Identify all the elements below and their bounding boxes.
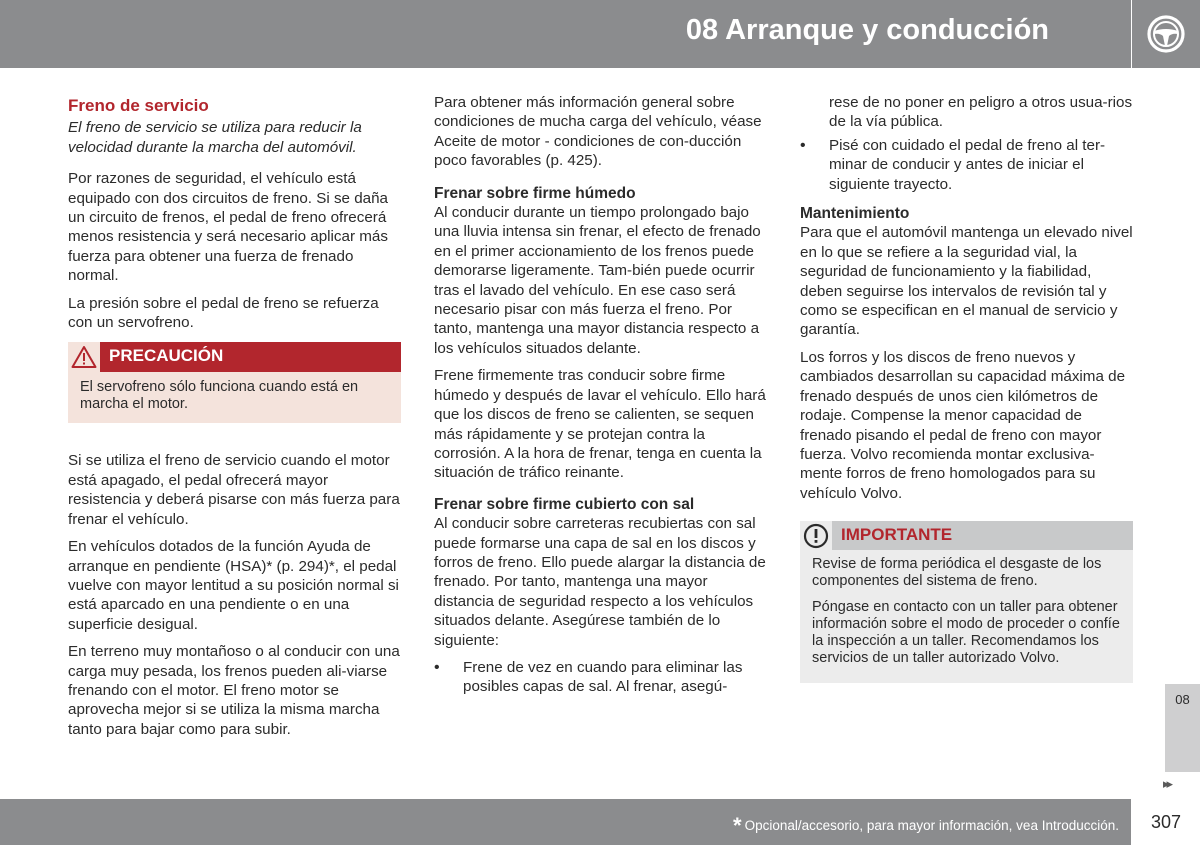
column-left	[68, 93, 401, 747]
footnote-star: *	[733, 813, 742, 838]
bullet-list	[800, 93, 1133, 132]
paragraph: Frene firmemente tras conducir sobre firme húmedo y después de lavar el vehículo. Ello hará que los discos de freno se calienten, se sequen más rápidamente y se protejan contra la corrosión. A la hora de frenar, tenga en cuenta la situación de tráfico reinante.	[434, 367, 766, 482]
important-body	[800, 550, 1133, 683]
header-bar	[0, 0, 1131, 68]
bullet-list	[434, 658, 767, 697]
exclamation-circle-icon	[800, 521, 832, 550]
paragraph: En terreno muy montañoso o al conducir con una carga muy pesada, los frenos pueden ali-viarse frenando con el motor. El freno motor se aprovecha mejor si se utiliza la misma marcha tanto para bajar como para subir.	[68, 643, 400, 738]
footer-note	[733, 813, 1119, 839]
chapter-tab-label: 08	[1175, 692, 1190, 707]
important-text: Póngase en contacto con un taller para obtener información sobre el modo de proceder o confíe la inspección a un taller. Recomendamos los servicios de un taller autorizado Volvo.	[812, 598, 1120, 667]
subsection-title: Frenar sobre firme húmedo	[434, 184, 636, 202]
section-title: Freno de servicio	[68, 96, 209, 115]
paragraph: Al conducir durante un tiempo prolongado bajo una lluvia intensa sin frenar, el efecto de frenado en el primer accionamiento de los frenos puede demorarse ligeramente. Tam-bién puede ocurrir tras el lavado del vehículo. En ese caso será necesario pisar con más fuerza el freno. Por tanto, mantenga una mayor distancia respecto a los vehículos situados delante.	[434, 204, 761, 357]
important-label: IMPORTANTE	[841, 525, 953, 545]
important-text: Revise de forma periódica el desgaste de los componentes del sistema de freno.	[812, 556, 1102, 590]
caution-text: El servofreno sólo funciona cuando está en marcha el motor.	[80, 379, 359, 413]
footer-note-text: Opcional/accesorio, para mayor información, vea Introducción.	[744, 818, 1119, 833]
list-item: • Frene de vez en cuando para eliminar las posibles capas de sal. Al frenar, asegú-	[434, 658, 767, 697]
important-box	[800, 521, 1133, 683]
section-intro: El freno de servicio se utiliza para reducir la velocidad durante la marcha del automóvil.	[68, 119, 362, 156]
subsection-title: Mantenimiento	[800, 205, 910, 223]
bullet-list	[800, 136, 1133, 194]
double-chevron-right-icon[interactable]: ▸▸	[1163, 776, 1171, 791]
caution-box	[68, 342, 401, 423]
steering-wheel-icon	[1146, 14, 1186, 54]
page-title: 08 Arranque y conducción	[685, 14, 1049, 46]
column-right	[800, 93, 1133, 683]
paragraph: Para que el automóvil mantenga un elevado nivel en lo que se refiere a la seguridad vial, la seguridad de funcionamiento y la fiabilidad, deben seguirse los intervalos de revisión tal y como se especifican en el manual de servicio y garantía.	[800, 224, 1133, 339]
caution-label: PRECAUCIÓN	[109, 346, 224, 366]
chapter-tab[interactable]	[1165, 684, 1200, 772]
subsection-title: Frenar sobre firme cubierto con sal	[434, 495, 695, 513]
warning-triangle-icon	[68, 342, 100, 372]
paragraph: Al conducir sobre carreteras recubiertas con sal puede formarse una capa de sal en los discos y forros de freno. Ello puede alargar la distancia de frenado. Por tanto, mantenga una mayor distancia de seguridad respecto a los vehículos situados delante. Asegúrese también de lo siguiente:	[434, 515, 766, 649]
list-item: • Pisé con cuidado el pedal de freno al ter-minar de conducir y antes de iniciar el siguiente trayecto.	[800, 136, 1133, 194]
paragraph: La presión sobre el pedal de freno se refuerza con un servofreno.	[68, 294, 379, 332]
paragraph: Si se utiliza el freno de servicio cuando el motor está apagado, el pedal ofrecerá mayor resistencia y deberá pisarse con más fuerza para frenar el vehículo.	[68, 452, 400, 528]
header-icon-box	[1132, 0, 1200, 68]
list-item: rese de no poner en peligro a otros usua-rios de la vía pública.	[829, 94, 1133, 131]
caution-header	[68, 342, 401, 372]
paragraph: Por razones de seguridad, el vehículo está equipado con dos circuitos de freno. Si se daña un circuito de frenos, el pedal de freno ofrecerá menos resistencia y será necesario aplicar más fuerza para obtener una fuerza de frenado normal.	[68, 170, 388, 285]
paragraph: Para obtener más información general sobre condiciones de mucha carga del vehículo, véase Aceite de motor - condiciones de con-ducción poco favorables (p. 425).	[434, 94, 762, 170]
footer-bar	[0, 799, 1131, 845]
paragraph: Los forros y los discos de freno nuevos y cambiados desarrollan su capacidad máxima de frenado después de unos cien kilómetros de rodaje. Compense la menor capacidad de frenado pisando el pedal de freno con mayor fuerza. Volvo recomienda montar exclusiva-mente forros de freno homologados para su vehículo Volvo.	[800, 348, 1126, 502]
page-number: 307	[1150, 811, 1182, 832]
paragraph: En vehículos dotados de la función Ayuda de arranque en pendiente (HSA)* (p. 294)*, el pedal vuelve con mayor lentitud a su posición normal si está aparcado en una pendiente o en una superficie desigual.	[68, 538, 399, 633]
important-header	[800, 521, 1133, 550]
column-middle	[434, 93, 767, 701]
